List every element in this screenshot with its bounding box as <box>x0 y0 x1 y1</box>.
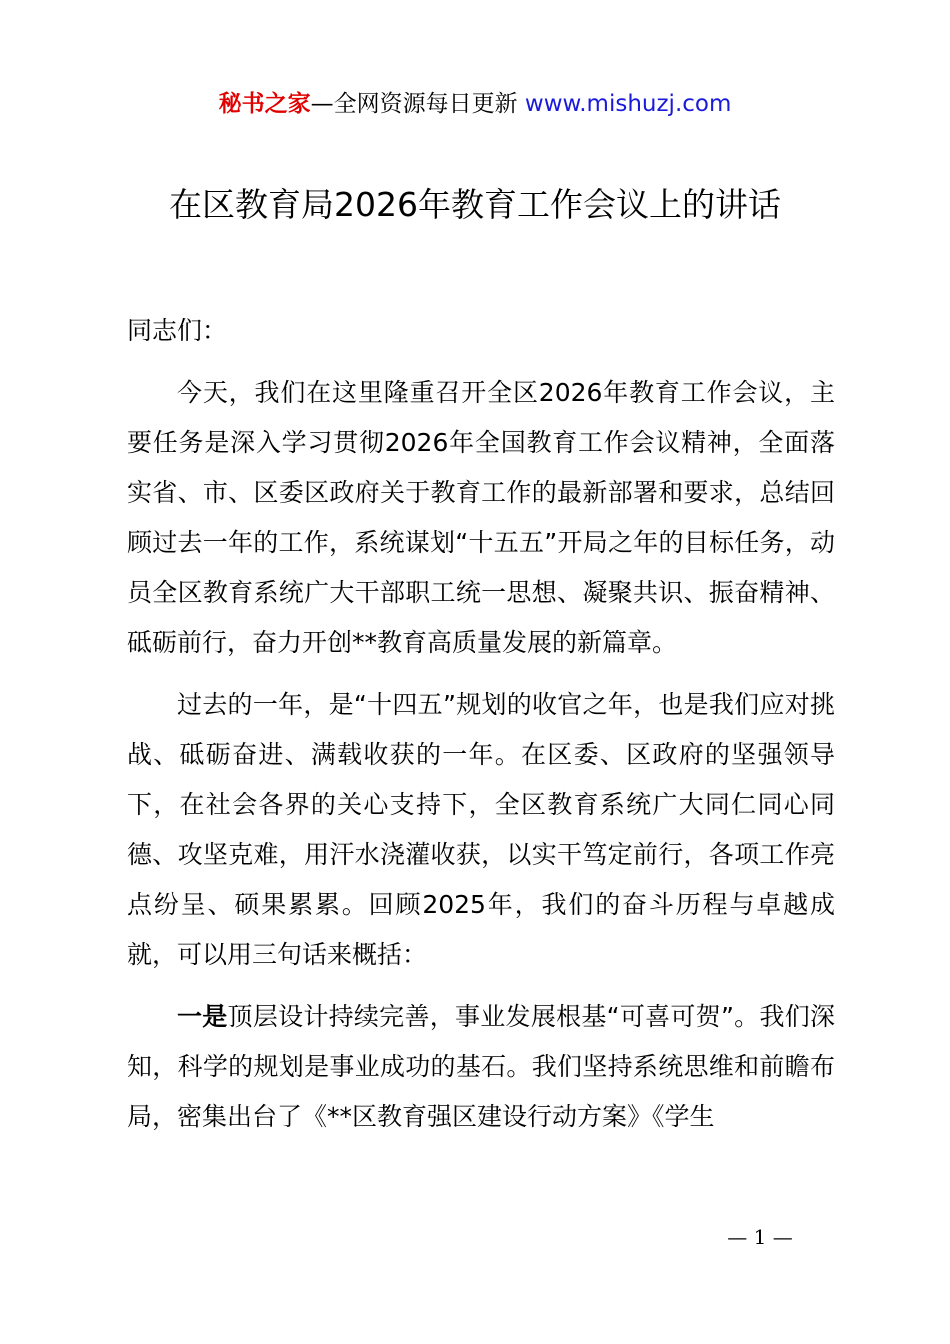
paragraph <box>127 992 835 1142</box>
site-url-link[interactable]: www.mishuzj.com <box>524 91 732 117</box>
paragraph <box>127 368 835 668</box>
document-body <box>127 306 835 1154</box>
paragraph-lead: 一是 <box>177 1002 228 1031</box>
paragraph-text: 过去的一年，是“十四五”规划的收官之年，也是我们应对挑战、砥砺奋进、满载收获的一年。在区委、区政府的坚强领导下，在社会各界的关心支持下，全区教育系统广大同仁同心同德、攻坚克难，用汗水浇灌收获，以实干笃定前行，各项工作亮点纷呈、硕果累累。回顾2025年，我们的奋斗历程与卓越成就，可以用三句话来概括： <box>127 690 835 969</box>
salutation: 同志们： <box>127 316 228 345</box>
brand-name: 秘书之家 <box>218 91 311 117</box>
header-slogan: —全网资源每日更新 <box>310 91 525 117</box>
paragraph-text: 今天，我们在这里隆重召开全区2026年教育工作会议，主要任务是深入学习贯彻2026年全国教育工作会议精神，全面落实省、市、区委区政府关于教育工作的最新部署和要求，总结回顾过去一年的工作，系统谋划“十五五”开局之年的目标任务，动员全区教育系统广大干部职工统一思想、凝聚共识、振奋精神、砥砺前行，奋力开创**教育高质量发展的新篇章。 <box>127 378 835 657</box>
document-title: 在区教育局2026年教育工作会议上的讲话 <box>169 185 781 224</box>
site-header <box>0 86 950 122</box>
paragraph-text: 顶层设计持续完善，事业发展根基“可喜可贺”。我们深知，科学的规划是事业成功的基石。我们坚持系统思维和前瞻布局，密集出台了《**区教育强区建设行动方案》《学生 <box>127 1002 835 1131</box>
page-number: — 1 — <box>727 1225 793 1249</box>
paragraph <box>127 680 835 980</box>
